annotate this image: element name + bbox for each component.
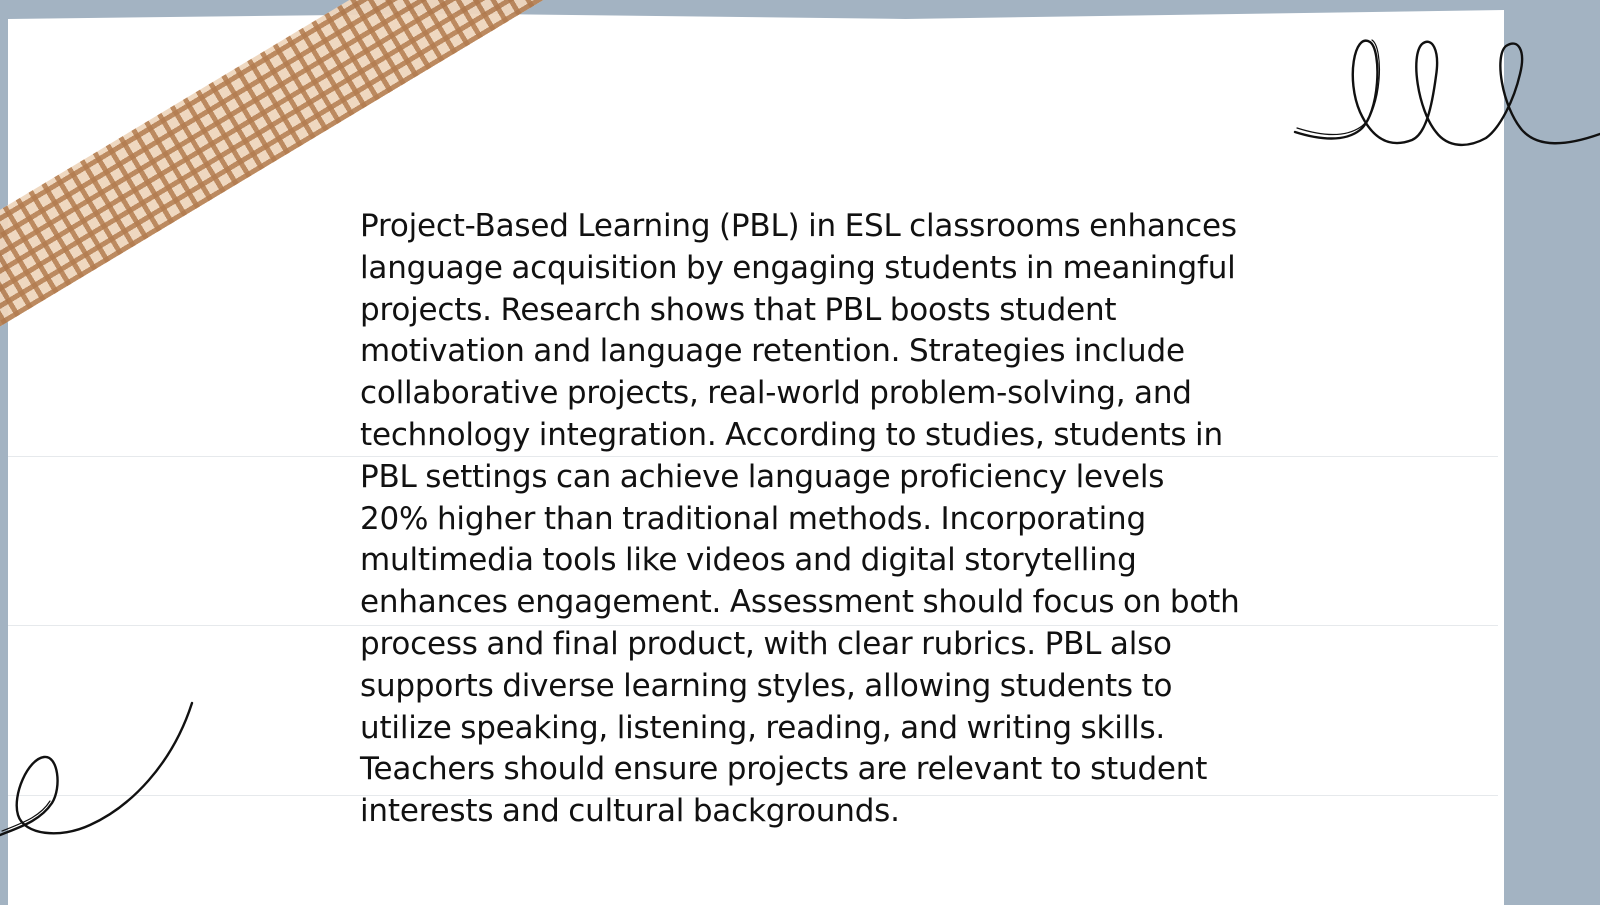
slide-body-text: Project-Based Learning (PBL) in ESL classrooms enhances language acquisition by engaging students in meaningful projects. Research shows that PBL boosts student motivation and language retention. Strategies include collaborative projects, real-world problem-solving, and technology integration. According to studies, students in PBL settings can achieve language proficiency levels 20% higher than traditional methods. Incorporating multimedia tools like videos and digital storytelling enhances engagement. Assessment should focus on both process and final product, with clear rubrics. PBL also supports diverse learning styles, allowing students to utilize speaking, listening, reading, and writing skills. Teachers should ensure projects are relevant to student interests and cultural backgrounds. bbox=[360, 208, 1240, 830]
swoosh-scribble-decoration bbox=[0, 695, 200, 845]
loop-scribble-decoration bbox=[1290, 30, 1600, 170]
